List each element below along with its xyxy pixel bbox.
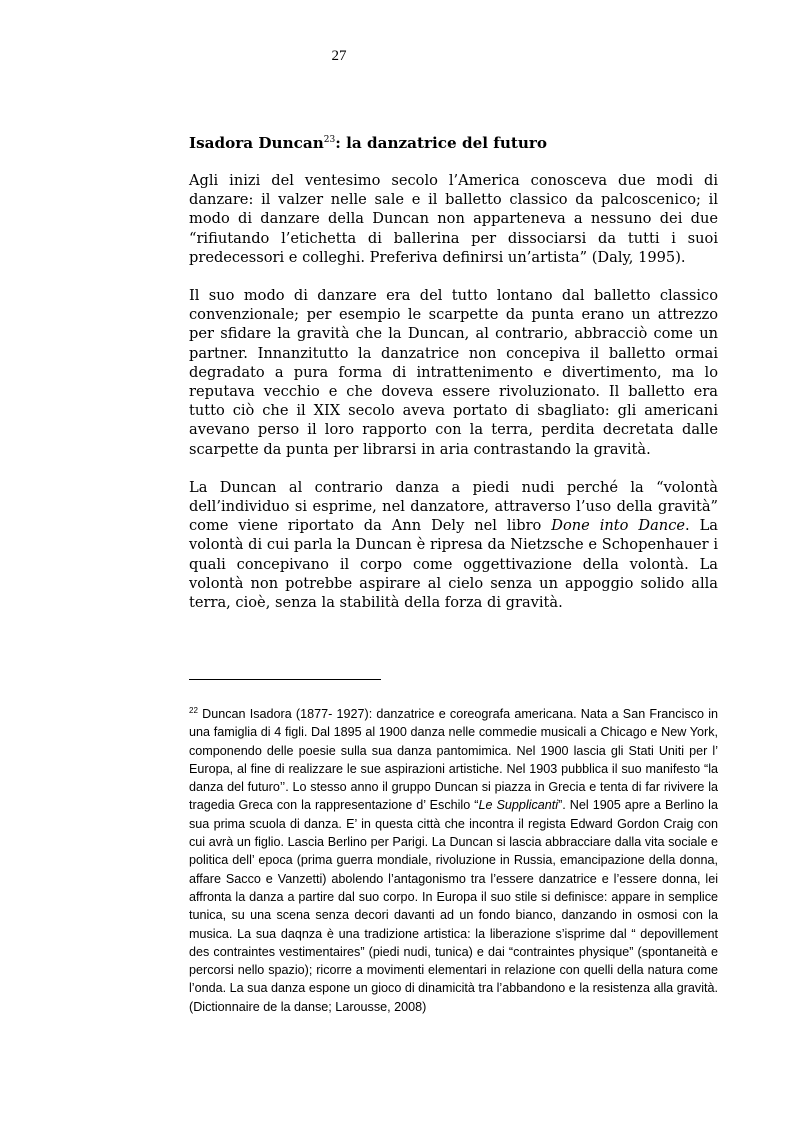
footnote-text-end: ”. Nel 1905 apre a Berlino la sua prima scuola di danza. E’ in questa città che incontra il regista Edward Gordon Craig con cui avrà un figlio. Lascia Berlino per Parigi. La Duncan si lascia abbracciare dalla vita sociale e politica dell’ epoca (prima guerra mondiale, rivoluzione in Russia, emancipazione della donna, affare Sacco e Vanzetti) abolendo l’antagonismo tra l’essere danzatrice e l’essere donna, lei affronta la danza a partire dal suo corpo. In Europa il suo stile si definisce: appare in semplice tunica, su una scena senza decori davanti ad un fondo bianco, danzando in osmosi con la musica. La sua daqnza è una tradizione artistica: la liberazione s’isprime dal “ depovillement des contraintes vestimentaires” (piedi nudi, tunica) e dai “contraintes physique” (spontaneità e percorsi nello spazio); ricorre a movimenti elementari in relazione con quelli della natura come l’onda. La sua danza espone un gioco di dinamicità tra l’abbandono e la resistenza alla gravità. (Dictionnaire de la danse; Larousse, 2008): [189, 798, 718, 1014]
footnote-separator: [189, 679, 381, 680]
footnote: [189, 705, 718, 1016]
footnote-marker: 22: [189, 706, 198, 715]
paragraph-3: [189, 478, 718, 612]
page-number: 27: [331, 48, 347, 64]
paragraph-3-text-end: . La volontà di cui parla la Duncan è ripresa da Nietzsche e Schopenhauer i quali concepivano il corpo come oggettivazione della volontà. La volontà non potrebbe aspirare al cielo senza un appoggio solido alla terra, cioè, senza la stabilità della forza di gravità.: [189, 517, 718, 612]
book-title: Done into Dance: [551, 517, 686, 535]
footnote-text-start: Duncan Isadora (1877- 1927): danzatrice e coreografa americana. Nata a San Francisco in una famiglia di 4 figli. Dal 1895 al 1900 danza nelle commedie musicali a Chicago e New York, componendo delle poesie sulla sua danza pantomimica. Nel 1900 lascia gli Stati Uniti per l’ Europa, al fine di realizzare le sue aspirazioni artistiche. Nel 1903 pubblica il suo manifesto “la danza del futuro’’. Lo stesso anno il gruppo Duncan si piazza in Grecia e tenta di far rivivere la tragedia Greca con la rappresentazione d’ Eschilo “: [189, 707, 718, 813]
section-heading: [189, 133, 718, 153]
paragraph-1-text: Agli inizi del ventesimo secolo l’America conosceva due modi di danzare: il valzer nelle sale e il balletto classico da palcoscenico; il modo di danzare della Duncan non apparteneva a nessuno dei due “rifiutando l’etichetta di ballerina per dissociarsi da tutti i suoi predecessori e colleghi. Preferiva definirsi un’artista” (Daly, 1995).: [189, 172, 718, 266]
paragraph-3-text-start: La Duncan al contrario danza a piedi nudi perché la “volontà dell’individuo si esprime, nel danzatore, attraverso l’uso della gravità” come viene riportato da Ann Dely nel libro: [189, 478, 718, 535]
section-title-tail: : la danzatrice del futuro: [335, 134, 548, 152]
paragraph-2: [189, 286, 718, 459]
main-text: [189, 133, 718, 612]
footnote-work-title: Le Supplicanti: [478, 798, 559, 813]
footnote-reference: 23: [323, 135, 336, 145]
section-title: Isadora Duncan: [189, 134, 324, 152]
paragraph-2-text: Il suo modo di danzare era del tutto lontano dal balletto classico convenzionale; per esempio le scarpette da punta erano un attrezzo per sfidare la gravità che la Duncan, al contrario, abbracciò come un partner. Innanzitutto la danzatrice non concepiva il balletto ormai degradato a pura forma di intrattenimento e divertimento, ma lo reputava vecchio e che doveva essere rivoluzionato. Il balletto era tutto ciò che il XIX secolo aveva portato di sbagliato: gli americani avevano perso il loro rapporto con la terra, perdita decretata dalle scarpette da punta per librarsi in aria contrastando la gravità.: [189, 287, 718, 458]
paragraph-1: [189, 171, 718, 267]
